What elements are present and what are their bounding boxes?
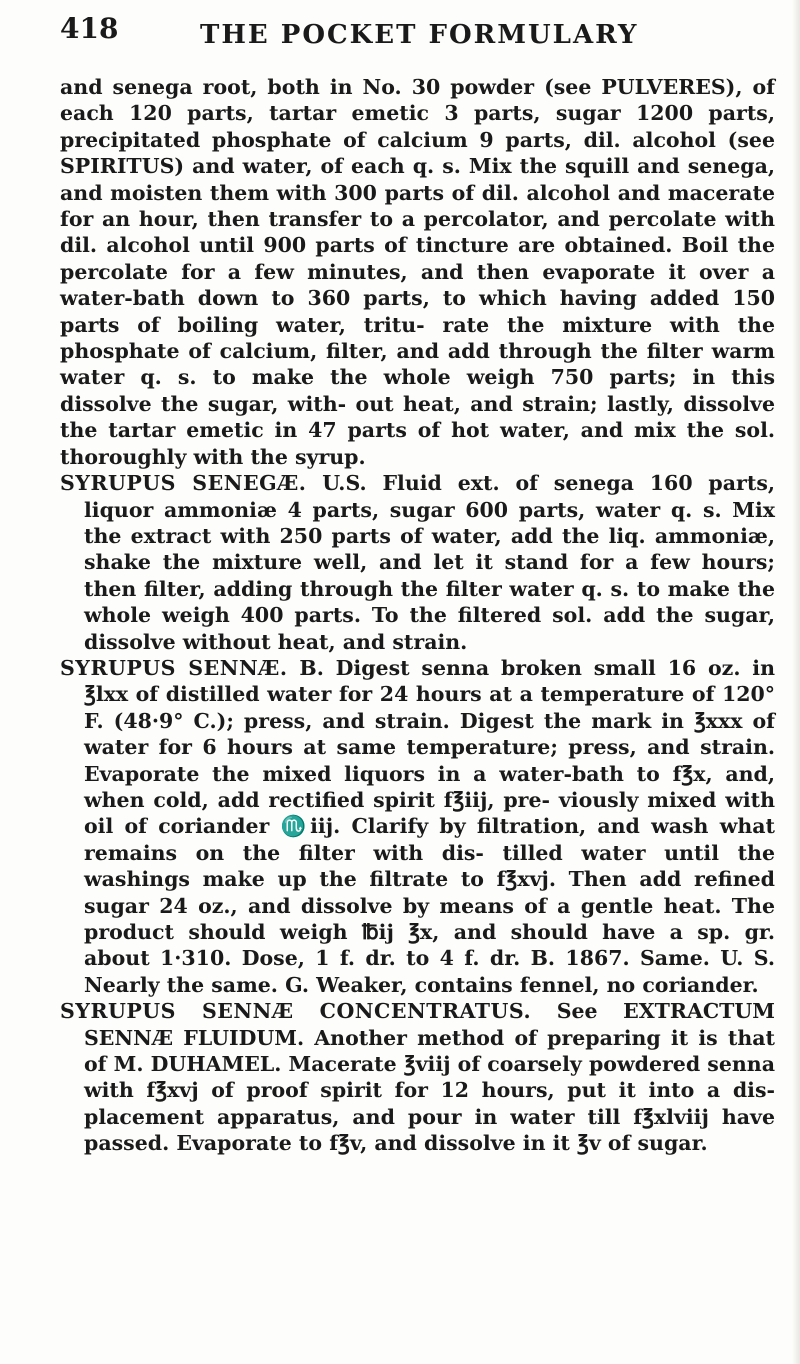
entry-title: SYRUPUS SENNÆ.	[60, 655, 288, 680]
entry-title: SYRUPUS SENEGÆ.	[60, 471, 307, 496]
running-title: THE POCKET FORMULARY	[200, 20, 639, 50]
paragraph-body: and senega root, both in No. 30 powder (see PULVERES), of each 120 parts, tartar emetic 3 parts, sugar 1200 parts, precipitated phosphate of calcium 9 parts, dil. alcohol (see SPIRITUS) and water, of each q. s. Mix the squill and senega, and moisten them with 300 parts of dil. alcohol and macerate for an hour, then transfer to a percolator, and percolate with dil. alcohol until 900 parts of tincture are obtained. Boil the percolate for a few minutes, and then evaporate it over a water-bath down to 360 parts, to which having added 150 parts of boiling water, tritu- rate the mixture with the phosphate of calcium, filter, and add through the filter warm water q. s. to make the whole weigh 750 parts; in this dissolve the sugar, with- out heat, and strain; lastly, dissolve the tartar emetic in 47 parts of hot water, and mix the sol. thoroughly with the syrup.	[60, 75, 775, 469]
entry-syrupus-senegae	[60, 470, 775, 655]
entry-body: See EXTRACTUM SENNÆ FLUIDUM. Another method of preparing it is that of M. DUHAMEL. Macerate ℥viij of coarsely powdered senna with f℥xvj of proof spirit for 12 hours, put it into a dis- placement apparatus, and pour in water till f℥xlviij have passed. Evaporate to f℥v, and dissolve in it ℥v of sugar.	[84, 999, 775, 1156]
page-number: 418	[60, 12, 119, 45]
continued-paragraph	[60, 74, 775, 470]
body-text	[60, 74, 775, 1157]
entry-body: B. Digest senna broken small 16 oz. in ℥lxx of distilled water for 24 hours at a temperature of 120° F. (48·9° C.); press, and strain. Digest the mark in ℥xxx of water for 6 hours at same temperature; press, and strain. Evaporate the mixed liquors in a water-bath to f℥x, and, when cold, add rectified spirit f℥iij, pre- viously mixed with oil of coriander ♏iij. Clarify by filtration, and wash what remains on the filter with dis- tilled water until the washings make up the filtrate to f℥xvj. Then add refined sugar 24 oz., and dissolve by means of a gentle heat. The product should weigh ℔ij ℥x, and should have a sp. gr. about 1·310. Dose, 1 f. dr. to 4 f. dr. B. 1867. Same. U. S. Nearly the same. G. Weaker, contains fennel, no coriander.	[84, 655, 775, 997]
entry-syrupus-sennae	[60, 655, 775, 998]
entry-body: U.S. Fluid ext. of senega 160 parts, liquor ammoniæ 4 parts, sugar 600 parts, water q. s. Mix the extract with 250 parts of water, add the liq. ammoniæ, shake the mixture well, and let it stand for a few hours; then filter, adding through the filter water q. s. to make the whole weigh 400 parts. To the filtered sol. add the sugar, dissolve without heat, and strain.	[84, 471, 775, 654]
page-header	[60, 12, 760, 62]
entry-title: SYRUPUS SENNÆ CONCENTRATUS.	[60, 999, 532, 1024]
page-edge-shadow	[792, 0, 800, 1364]
entry-syrupus-sennae-concentratus	[60, 998, 775, 1156]
